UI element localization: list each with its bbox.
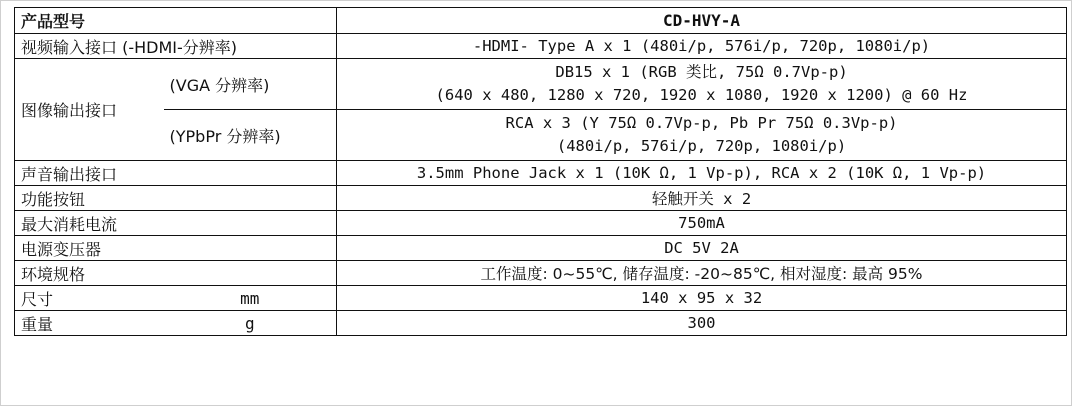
row-ypbpr [15,110,1067,161]
current-label: 最大消耗电流 [15,211,337,236]
spec-table [14,7,1067,336]
weight-unit: g [164,311,337,336]
buttons-label: 功能按钮 [15,186,337,211]
row-weight [15,311,1067,336]
vga-sub-label: (VGA 分辨率) [164,59,337,110]
row-video-in [15,34,1067,59]
size-unit: mm [164,286,337,311]
env-value: 工作温度: 0~55℃, 储存温度: -20~85℃, 相对湿度: 最高 95% [337,261,1067,286]
row-size [15,286,1067,311]
current-value: 750mA [337,211,1067,236]
weight-value: 300 [337,311,1067,336]
power-label: 电源变压器 [15,236,337,261]
row-vga [15,59,1067,110]
model-value: CD-HVY-A [337,8,1067,34]
row-power [15,236,1067,261]
video-in-value: -HDMI- Type A x 1 (480i/p, 576i/p, 720p, 1080i/p) [337,34,1067,59]
row-model [15,8,1067,34]
ypbpr-line-1: RCA x 3 (Y 75Ω 0.7Vp-p, Pb Pr 75Ω 0.3Vp-p) [505,114,898,132]
row-buttons [15,186,1067,211]
ypbpr-line-2: (480i/p, 576i/p, 720p, 1080i/p) [556,137,847,155]
vga-value [337,59,1067,110]
audio-out-value: 3.5mm Phone Jack x 1 (10K Ω, 1 Vp-p), RCA x 2 (10K Ω, 1 Vp-p) [337,161,1067,186]
ypbpr-value [337,110,1067,161]
power-value: DC 5V 2A [337,236,1067,261]
ypbpr-sub-label: (YPbPr 分辨率) [164,110,337,161]
size-label: 尺寸 [15,286,164,311]
vga-line-1: DB15 x 1 (RGB 类比, 75Ω 0.7Vp-p) [555,63,848,81]
env-label: 环境规格 [15,261,337,286]
row-env [15,261,1067,286]
video-in-label: 视频输入接口 (-HDMI-分辨率) [15,34,337,59]
image-out-label: 图像输出接口 [15,59,164,161]
vga-line-2: (640 x 480, 1280 x 720, 1920 x 1080, 1920 x 1200) @ 60 Hz [435,86,968,104]
audio-out-label: 声音输出接口 [15,161,337,186]
weight-label: 重量 [15,311,164,336]
model-label: 产品型号 [15,8,337,34]
buttons-value: 轻触开关 x 2 [337,186,1067,211]
size-value: 140 x 95 x 32 [337,286,1067,311]
row-current [15,211,1067,236]
row-audio-out [15,161,1067,186]
